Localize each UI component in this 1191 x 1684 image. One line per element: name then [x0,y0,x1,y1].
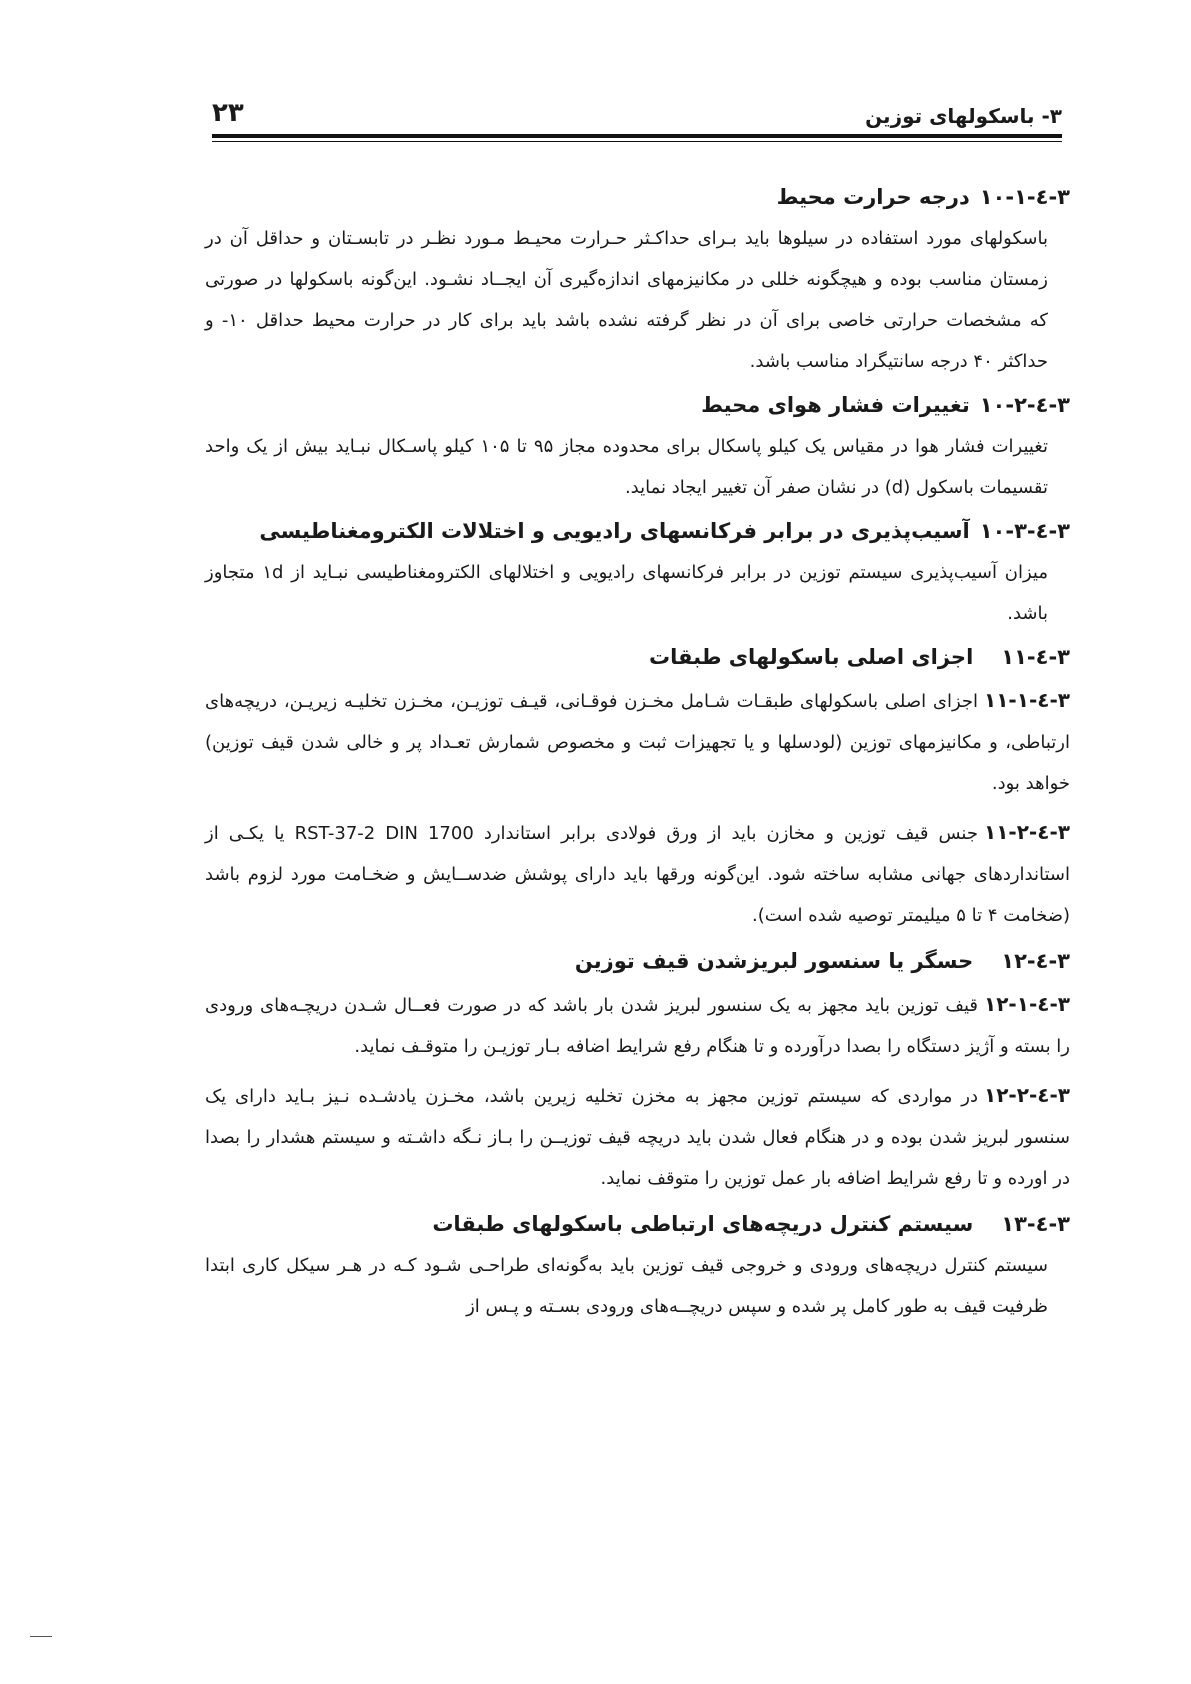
margin-mark [30,1636,52,1637]
clause-number: ۳-٤-۱۱-۱ [984,688,1070,712]
section-number: ۳-٤-۱۱ [1001,645,1070,669]
section-heading [205,1207,1070,1241]
page-content [205,180,1070,1333]
section-title: اجزای اصلی باسکولهای طبقات [649,645,974,669]
section-emi-vulnerability [205,514,1070,634]
clause-text: در مواردی که سیستم توزین مجهز به مخزن تخلیه زیرین باشد، مخـزن یادشـده نـیز بـاید دارای یک سنسور لبریز شدن بوده و در هنگام فعال شدن باید دریچه قیف توزیــن را بـاز نـگه داشـته و سیستم هشدار را بصدا در اورده و تا رفع شرایط اضافه بار عمل توزین را متوقف نماید. [205,1086,1070,1189]
section-body: باسکولهای مورد استفاده در سیلوها باید بـرای حداکـثر حـرارت محیـط مـورد نظـر در تابسـتان و حداقل آن در زمستان مناسب بوده و هیچگونه خللی در مکانیزمهای اندازه‌گیری آن ایجــاد نشـود. این‌گونه باسکولها در صورتی که مشخصات حرارتی خاصی برای آن در نظر گرفته نشده باشد باید برای کار در حرارت محیط حداقل ۱۰- و حداکثر ۴۰ درجه سانتیگراد مناسب باشد. [205,228,1048,372]
section-gate-control [205,1207,1070,1327]
header-rule-thin [212,141,1062,142]
section-main-components [205,640,1070,674]
section-number: ۳-٤-۱۰-۱ [979,185,1070,209]
clause-text: قیف توزین باید مجهز به یک سنسور لبریز شدن بار باشد که در صورت فعــال شـدن دریچـه‌های ورودی را بسته و آژیز دستگاه را بصدا درآورده و تا هنگام رفع شرایط اضافه بـار توزیـن را متوقـف نماید. [205,995,1070,1057]
page-number: ۲۳ [212,98,244,128]
section-title: آسیب‌پذیری در برابر فرکانسهای رادیویی و اختلالات الکترومغناطیسی [259,519,970,543]
chapter-title: ۳- باسکولهای توزین [865,104,1062,128]
running-header [212,90,1062,138]
section-title: تغییرات فشار هوای محیط [701,393,970,417]
clause-number: ۳-٤-۱۲-۲ [984,1083,1070,1107]
section-number: ۳-٤-۱۰-۲ [979,393,1070,417]
section-heading [205,944,1070,978]
section-title: حسگر یا سنسور لبریزشدن قیف توزین [574,949,974,973]
clause-3-4-11-1 [205,680,1070,804]
section-title: درجه حرارت محیط [776,185,970,209]
section-body: تغییرات فشار هوا در مقیاس یک کیلو پاسکال برای محدوده مجاز ۹۵ تا ۱۰۵ کیلو پاسـکال نبـاید بیش از یک واحد تقسیمات باسکول (d) در نشان صفر آن تغییر ایجاد نماید. [205,436,1049,498]
section-ambient-temperature [205,180,1070,382]
section-number: ۳-٤-۱۳ [1001,1212,1070,1236]
section-heading [205,180,1070,214]
clause-text: اجزای اصلی باسکولهای طبقـات شـامل مخـزن فوقـانی، قیـف توزیـن، مخـزن تخلیـه زیریـن، دریچه‌های ارتباطی، و مکانیزمهای توزین (لودسلها و یا تجهیزات ثبت و مخصوص شمارش تعـداد پر و خالی شدن قیف توزین) خواهد بود. [205,691,1070,794]
header-rule-thick [212,134,1062,138]
section-overflow-sensor [205,944,1070,978]
clause-3-4-11-2 [205,812,1070,936]
section-number: ۳-٤-۱۰-۳ [979,519,1070,543]
section-heading [205,388,1070,422]
section-title: سیستم کنترل دریچه‌های ارتباطی باسکولهای طبقات [432,1212,974,1236]
section-body: میزان آسیب‌پذیری سیستم توزین در برابر فرکانسهای رادیویی و اختلالهای الکترومغناطیسی نبـاید از ۱d متجاوز باشد. [205,562,1048,624]
clause-number: ۳-٤-۱۱-۲ [984,820,1070,844]
clause-3-4-12-2 [205,1075,1070,1199]
section-air-pressure [205,388,1070,508]
clause-number: ۳-٤-۱۲-۱ [984,992,1070,1016]
section-body: سیستم کنترل دریچه‌های ورودی و خروجی قیف توزین باید به‌گونه‌ای طراحـی شـود کـه در هـر سیکل کاری ابتدا ظرفیت قیف به طور کامل پر شده و سپس دریچــه‌های ورودی بسـته و پـس از [205,1255,1048,1317]
section-number: ۳-٤-۱۲ [1001,949,1070,973]
clause-text: جنس قیف توزین و مخازن باید از ورق فولادی برابر استاندارد RST-37-2 DIN 1700 یا یکـی از استانداردهای جهانی مشابه ساخته شود. این‌گونه ورقها باید دارای پوشش ضدســایش و ضخـامت مورد لزوم باشد (ضخامت ۴ تا ۵ میلیمتر توصیه شده است). [205,823,1070,926]
section-heading [205,514,1070,548]
clause-3-4-12-1 [205,984,1070,1067]
section-heading [205,640,1070,674]
